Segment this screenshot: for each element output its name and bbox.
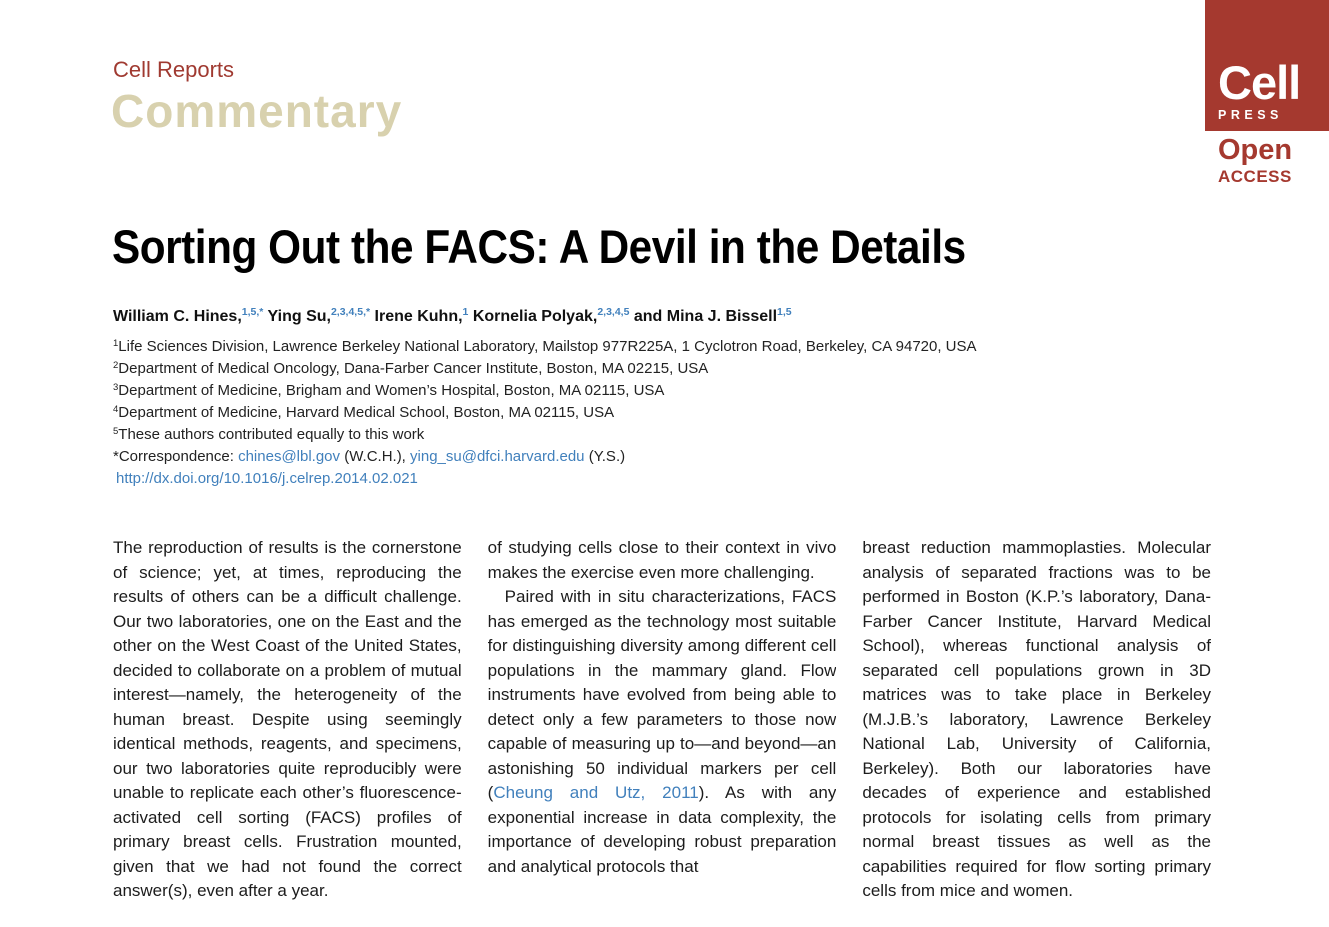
body-paragraph: The reproduction of results is the cornerstone of science; yet, at times, reproducing the results of others can be a difficult challenge. Our two laboratories, one on the East and the other on the West Coast of the United States, decided to collaborate on a problem of mutual interest—namely, the heterogeneity of the human breast. Despite using seemingly identical methods, reagents, and specimens, our two laboratories quite reproducibly were unable to replicate each other’s fluorescence-activated cell sorting (FACS) profiles of primary breast cells. Frustration mounted, given that we had not found the correct answer(s), even after a year. — [113, 538, 462, 900]
page-title: Sorting Out the FACS: A Devil in the Details — [112, 220, 966, 273]
body-paragraph: breast reduction mammoplasties. Molecular analysis of separated fractions was to be performed in Boston (K.P.’s laboratory, Dana-Farber Cancer Institute, Harvard Medical School), whereas functional analysis of separated cell populations grown in 3D matrices was to take place in Berkeley (M.J.B.’s laboratory, Lawrence Berkeley National Lab, University of California, Berkeley). Both our laboratories have decades of experience and established protocols for isolating cells from primary normal breast tissues as well as the capabilities required for flow sorting primary cells from mice and women. — [862, 538, 1211, 900]
correspondence-label: *Correspondence: — [113, 448, 239, 465]
author-name: Kornelia Polyak, — [468, 308, 598, 325]
affiliation-text: Department of Medicine, Harvard Medical School, Boston, MA 02115, USA — [118, 404, 615, 421]
body-text: ). As with any exponential increase in data complexity, the importance of developing robust preparation and analytical protocols that — [487, 783, 837, 876]
article-type-heading: Commentary — [111, 85, 403, 137]
author-name: Ying Su, — [263, 308, 331, 325]
author-superscript: 1 — [462, 306, 469, 318]
affiliation-text: These authors contributed equally to this work — [118, 426, 425, 443]
affiliation-text: Department of Medical Oncology, Dana-Farber Cancer Institute, Boston, MA 02215, USA — [118, 360, 709, 377]
author-superscript: 2,3,4,5 — [597, 306, 630, 318]
email-link-chines[interactable]: chines@lbl.gov — [238, 448, 341, 465]
correspondence-line — [113, 446, 977, 468]
open-access-badge-open: Open — [1218, 134, 1293, 166]
body-columns — [113, 536, 1211, 927]
affiliation-text: Department of Medicine, Brigham and Women’s Hospital, Boston, MA 02115, USA — [118, 382, 665, 399]
body-text: Paired with in situ characterizations, FACS has emerged as the technology most suitable for distinguishing diversity among different cell populations in the mammary gland. Flow instruments have evolved from being able to detect only a few parameters to those now capable of measuring up to—and beyond—an astonishing 50 individual markers per cell ( — [487, 587, 837, 802]
affiliation-superscript: 5 — [113, 426, 119, 437]
author-name: Irene Kuhn, — [370, 308, 463, 325]
body-column-1 — [113, 536, 462, 927]
body-paragraph: of studying cells close to their context in vivo makes the exercise even more challenging. — [487, 538, 837, 582]
author-superscript: 1,5 — [777, 306, 792, 318]
affiliation-line — [113, 358, 977, 380]
open-access-badge-access: ACCESS — [1218, 167, 1292, 186]
cell-press-logo-main: Cell — [1218, 56, 1301, 110]
cell-press-logo — [1205, 0, 1329, 131]
body-column-2 — [488, 536, 837, 927]
journal-name: Cell Reports — [113, 57, 235, 82]
correspondence-initials: (W.C.H.), — [340, 448, 411, 465]
doi-line — [113, 468, 977, 490]
author-name: William C. Hines, — [113, 308, 242, 325]
affiliation-line — [113, 336, 977, 358]
affiliation-text: Life Sciences Division, Lawrence Berkeley National Laboratory, Mailstop 977R225A, 1 Cyclotron Road, Berkeley, CA 94720, USA — [118, 338, 977, 355]
affiliation-line — [113, 402, 977, 424]
correspondence-initials: (Y.S.) — [584, 448, 626, 465]
affiliation-superscript: 1 — [113, 338, 119, 349]
author-superscript: 1,5,* — [241, 306, 264, 318]
equal-contribution-note — [113, 424, 977, 446]
open-access-badge — [1218, 136, 1292, 187]
body-paragraph — [488, 585, 837, 879]
author-name: and Mina J. Bissell — [629, 308, 778, 325]
author-superscript: 2,3,4,5,* — [330, 306, 371, 318]
body-column-3 — [862, 536, 1211, 927]
author-list — [113, 308, 792, 326]
doi-link[interactable]: http://dx.doi.org/10.1016/j.celrep.2014.02.021 — [116, 470, 418, 487]
affiliation-superscript: 4 — [113, 404, 119, 415]
cell-press-logo-sub: PRESS — [1218, 108, 1283, 122]
affiliation-superscript: 3 — [113, 382, 119, 393]
affiliation-line — [113, 380, 977, 402]
affiliation-superscript: 2 — [113, 360, 119, 371]
email-link-ying-su[interactable]: ying_su@dfci.harvard.edu — [410, 448, 585, 465]
affiliations-block — [113, 336, 977, 490]
citation-link-cheung-utz-2011[interactable]: Cheung and Utz, 2011 — [493, 783, 699, 802]
